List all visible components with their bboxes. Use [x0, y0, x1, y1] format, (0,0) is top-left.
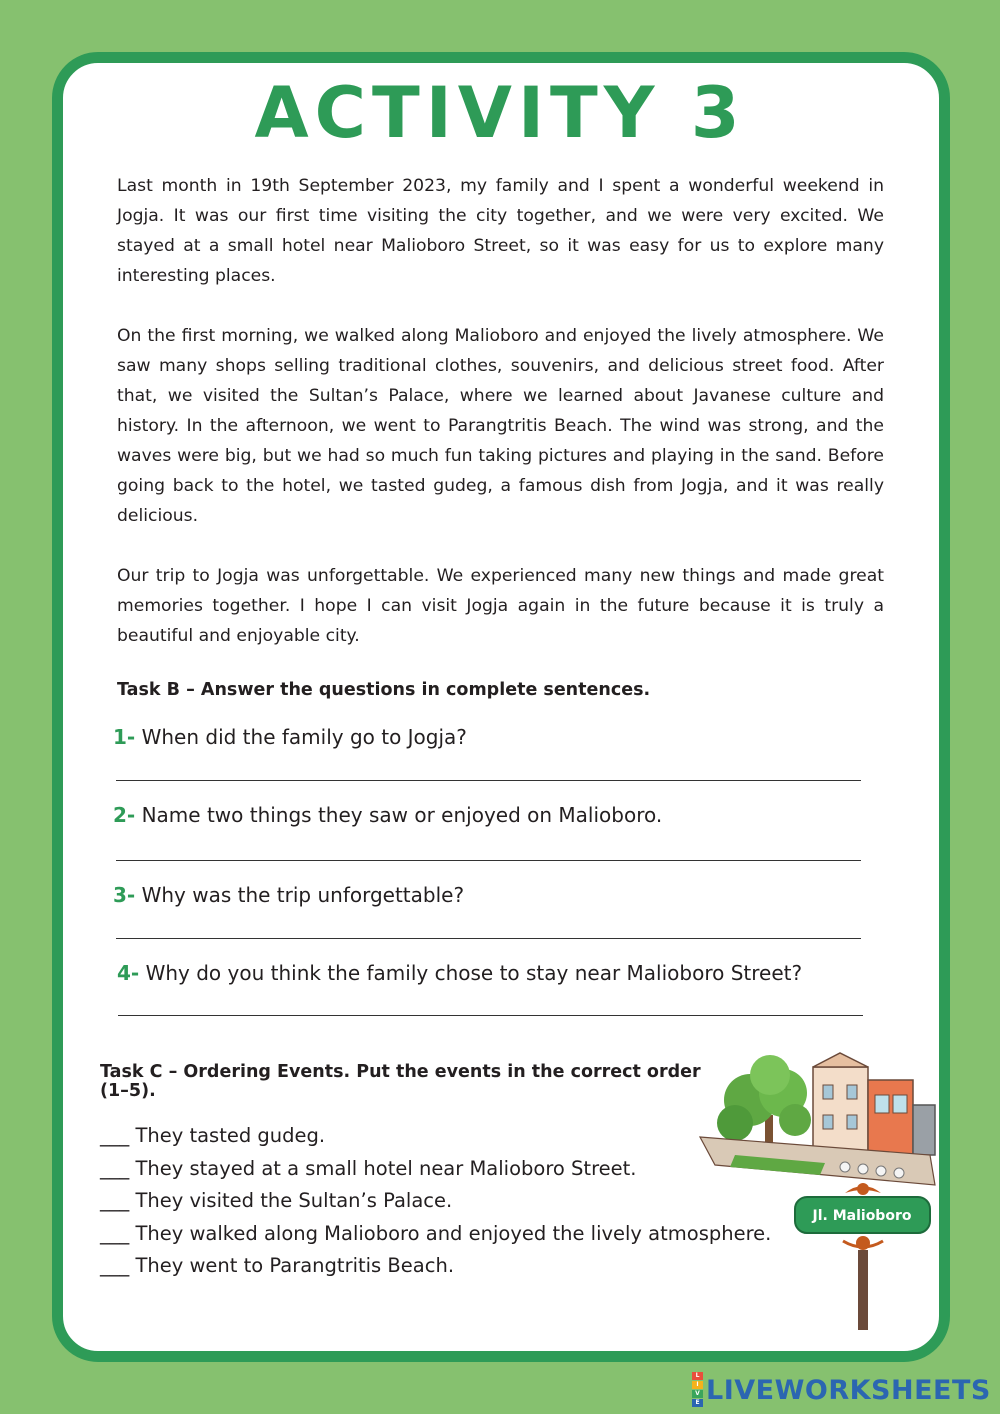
event-item [100, 1153, 771, 1186]
sign-label: Jl. Malioboro [812, 1208, 912, 1224]
order-blank[interactable]: ___ [100, 1124, 130, 1147]
question-text: Name two things they saw or enjoyed on Malioboro. [141, 803, 663, 827]
event-item [100, 1185, 771, 1218]
order-blank[interactable]: ___ [100, 1189, 130, 1212]
event-item [100, 1218, 771, 1251]
events-list [100, 1120, 771, 1283]
task-c-heading: Task C – Ordering Events. Put the events in the correct order (1–5). [100, 1062, 701, 1101]
question-1 [113, 725, 467, 749]
question-text: When did the family go to Jogja? [141, 725, 467, 749]
question-number: 1- [113, 725, 136, 749]
brand-name: LIVEWORKSHEETS [706, 1374, 991, 1406]
logo-letter: E [692, 1399, 703, 1407]
question-4 [117, 961, 802, 985]
answer-line-4[interactable] [118, 1015, 863, 1016]
question-text: Why do you think the family chose to stay near Malioboro Street? [145, 961, 803, 985]
event-text: They tasted gudeg. [135, 1124, 326, 1147]
answer-line-1[interactable] [116, 780, 861, 781]
question-number: 3- [113, 883, 136, 907]
logo-letter: I [692, 1381, 703, 1389]
paragraph-2: On the first morning, we walked along Malioboro and enjoyed the lively atmosphere. We saw many shops selling traditional clothes, souvenirs, and delicious street food. After that, we visited the Sultan’s Palace, where we learned about Javanese culture and history. In the afternoon, we went to Parangtritis Beach. The wind was strong, and the waves were big, but we had so much fun taking pictures and playing in the sand. Before going back to the hotel, we tasted gudeg, a famous dish from Jogja, and it was really delicious. [117, 326, 884, 526]
liveworksheets-brand [692, 1372, 991, 1408]
logo-letter: L [692, 1372, 703, 1380]
event-item [100, 1120, 771, 1153]
question-3 [113, 883, 464, 907]
question-number: 2- [113, 803, 136, 827]
question-number: 4- [117, 961, 140, 985]
buildings-graphic [813, 1053, 935, 1155]
paragraph-1: Last month in 19th September 2023, my family and I spent a wonderful weekend in Jogja. It was our first time visiting the city together, and we were very excited. We stayed at a small hotel near Malioboro Street, so it was easy for us to explore many interesting places. [117, 176, 884, 286]
brand-logo-icon [692, 1372, 703, 1408]
task-b-heading: Task B – Answer the questions in complete sentences. [117, 680, 651, 700]
logo-letter: V [692, 1390, 703, 1398]
event-text: They walked along Malioboro and enjoyed the lively atmosphere. [135, 1221, 772, 1245]
order-blank[interactable]: ___ [100, 1221, 130, 1245]
order-blank[interactable]: ___ [100, 1156, 130, 1180]
answer-line-2[interactable] [116, 860, 861, 861]
paragraph-3: Our trip to Jogja was unforgettable. We experienced many new things and made great memories together. I hope I can visit Jogja again in the future because it is truly a beautiful and enjoyable city. [117, 566, 884, 646]
answer-line-3[interactable] [116, 938, 861, 939]
page-title: ACTIVITY 3 [254, 72, 746, 154]
event-text: They stayed at a small hotel near Malioboro Street. [135, 1156, 637, 1180]
street-sign [795, 1183, 930, 1330]
event-text: They went to Parangtritis Beach. [135, 1254, 455, 1277]
order-blank[interactable]: ___ [100, 1254, 130, 1277]
reading-passage [117, 171, 884, 681]
malioboro-street-illustration [695, 1045, 945, 1335]
event-text: They visited the Sultan’s Palace. [135, 1189, 453, 1212]
question-text: Why was the trip unforgettable? [141, 883, 465, 907]
event-item [100, 1250, 771, 1283]
question-2 [113, 803, 662, 827]
